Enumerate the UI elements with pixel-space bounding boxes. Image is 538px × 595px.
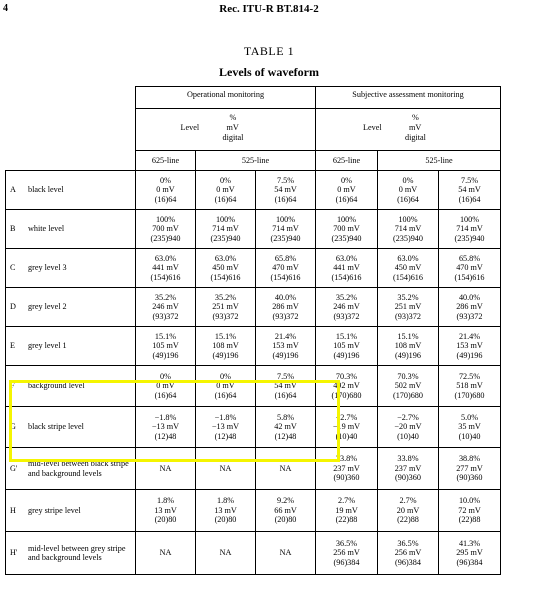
value-cell	[316, 407, 378, 448]
value-cell	[136, 366, 196, 407]
value-cell	[439, 171, 501, 210]
value-line: 700 mV	[333, 224, 360, 234]
value-line: 5.8%	[276, 412, 295, 422]
row-label: black stripe level	[28, 422, 84, 432]
value-line: −19 mV	[332, 422, 361, 432]
value-line: 15.1%	[214, 331, 237, 341]
value-line: 502 mV	[394, 381, 422, 391]
document-header: Rec. ITU-R BT.814-2	[219, 3, 319, 15]
value-line: (154)616	[210, 272, 241, 282]
row-label: mid-level between black stripe and background levels	[28, 459, 129, 478]
row-label-cell	[6, 490, 136, 532]
value-line: 153 mV	[272, 341, 299, 351]
value-line: (93)372	[395, 311, 421, 321]
value-line: (20)80	[214, 515, 237, 525]
value-line: (90)360	[456, 473, 483, 483]
value-line: 246 mV	[152, 302, 179, 312]
row-label: background level	[28, 381, 85, 391]
row-label: grey level 1	[28, 341, 67, 351]
page-number: 4	[3, 3, 8, 14]
group-header-subjective: Subjective assessment monitoring	[316, 87, 501, 109]
value-line: 714 mV	[272, 224, 299, 234]
value-cell	[256, 327, 316, 366]
value-cell	[256, 249, 316, 288]
row-label-cell	[6, 327, 136, 366]
value-line: 5.0%	[460, 412, 479, 422]
value-line: 9.2%	[276, 496, 295, 506]
value-line: (93)372	[152, 311, 179, 321]
value-cell	[196, 249, 256, 288]
table-row	[6, 327, 501, 366]
table-row	[6, 210, 501, 249]
row-label-cell	[6, 249, 136, 288]
value-line: 470 mV	[456, 263, 483, 273]
row-letter: G'	[10, 463, 18, 473]
value-line: 33.8%	[335, 454, 358, 464]
value-cell	[378, 210, 439, 249]
value-line: NA	[159, 463, 172, 473]
value-line: (170)680	[392, 390, 423, 400]
value-cell	[316, 327, 378, 366]
level-unit: Level	[363, 123, 382, 133]
value-line: (10)40	[397, 431, 419, 441]
value-cell	[256, 366, 316, 407]
table-row	[6, 532, 501, 575]
row-letter: G	[10, 422, 16, 432]
value-line: NA	[159, 548, 172, 558]
table-number: TABLE 1	[243, 44, 295, 58]
row-letter: H	[10, 505, 16, 515]
value-line: 251 mV	[394, 302, 422, 312]
value-line: NA	[219, 548, 232, 558]
value-line: 38.8%	[458, 454, 481, 464]
value-line: (235)940	[331, 233, 362, 243]
value-line: (20)80	[154, 515, 177, 525]
value-line: 0%	[341, 175, 352, 185]
percent-unit: %	[229, 113, 237, 123]
value-line: 286 mV	[272, 302, 299, 312]
value-line: (22)88	[335, 515, 358, 525]
value-line: 100%	[275, 214, 296, 224]
value-cell	[196, 407, 256, 448]
value-line: 20 mV	[396, 505, 420, 515]
value-line: (90)360	[333, 473, 360, 483]
value-line: 153 mV	[456, 341, 483, 351]
row-letter: H'	[10, 548, 18, 558]
value-line: (49)196	[212, 350, 239, 360]
value-line: 42 mV	[274, 422, 297, 432]
value-line: (16)64	[274, 194, 297, 204]
value-line: 7.5%	[276, 371, 295, 381]
value-cell	[136, 532, 196, 575]
value-line: 2.7%	[337, 496, 356, 506]
value-line: (10)40	[335, 431, 358, 441]
value-cell	[256, 210, 316, 249]
value-cell	[256, 407, 316, 448]
value-line: 277 mV	[456, 463, 483, 473]
value-cell	[378, 171, 439, 210]
value-line: (16)64	[214, 194, 237, 204]
row-label: mid-level between grey stripe and background levels	[28, 543, 126, 562]
digital-unit: digital	[222, 133, 244, 143]
value-line: 0 mV	[216, 381, 235, 391]
row-label: black level	[28, 185, 64, 195]
value-line: NA	[279, 463, 292, 473]
value-line: −1.8%	[154, 412, 177, 422]
value-line: −2.7%	[335, 412, 358, 422]
value-line: (96)384	[456, 557, 483, 567]
table-row	[6, 366, 501, 407]
value-line: 450 mV	[394, 263, 422, 273]
value-line: 13 mV	[214, 505, 237, 515]
percent-unit: %	[412, 113, 419, 123]
value-cell	[256, 288, 316, 327]
value-line: 0 mV	[216, 185, 235, 195]
value-cell	[136, 288, 196, 327]
value-line: NA	[219, 463, 232, 473]
value-line: 470 mV	[272, 263, 299, 273]
value-cell	[256, 532, 316, 575]
value-cell	[196, 327, 256, 366]
value-line: 518 mV	[456, 381, 483, 391]
row-label: grey stripe level	[28, 505, 81, 515]
value-cell	[256, 490, 316, 532]
row-letter: D	[10, 302, 16, 312]
value-line: (16)64	[274, 390, 297, 400]
sub-header-525-subjective: 525-line	[378, 151, 501, 171]
row-label: white level	[28, 224, 65, 234]
value-line: (16)64	[335, 194, 358, 204]
value-cell	[136, 327, 196, 366]
value-line: −13 mV	[151, 422, 180, 432]
value-line: (49)196	[456, 350, 483, 360]
value-line: (49)196	[333, 350, 360, 360]
value-line: 100%	[459, 214, 480, 224]
table-row	[6, 288, 501, 327]
value-line: (154)616	[150, 272, 181, 282]
value-line: 108 mV	[394, 341, 422, 351]
table-row	[6, 249, 501, 288]
value-line: (235)940	[270, 233, 301, 243]
row-label-cell	[6, 448, 136, 490]
value-line: NA	[279, 548, 292, 558]
row-label-cell	[6, 366, 136, 407]
value-line: (49)196	[272, 350, 299, 360]
value-line: 0 mV	[398, 185, 418, 195]
value-cell	[136, 448, 196, 490]
value-line: (154)616	[270, 272, 301, 282]
value-cell	[196, 490, 256, 532]
level-unit: Level	[180, 123, 200, 133]
value-cell	[196, 210, 256, 249]
value-line: 65.8%	[274, 253, 297, 263]
value-line: 36.5%	[397, 538, 419, 548]
value-line: 10.0%	[458, 496, 481, 506]
value-line: (96)384	[333, 557, 360, 567]
value-line: −13 mV	[211, 422, 240, 432]
value-line: 256 mV	[394, 548, 422, 558]
value-line: (90)360	[395, 473, 421, 483]
row-letter: F	[10, 381, 15, 391]
value-cell	[439, 490, 501, 532]
value-line: 66 mV	[274, 505, 297, 515]
value-line: −1.8%	[214, 412, 237, 422]
units-header-subjective	[316, 109, 501, 151]
value-line: 63.0%	[154, 253, 177, 263]
value-line: 108 mV	[212, 341, 239, 351]
value-line: (22)88	[397, 515, 419, 525]
value-line: (49)196	[395, 350, 421, 360]
value-line: 35.2%	[214, 292, 237, 302]
value-line: 492 mV	[333, 381, 360, 391]
value-line: 54 mV	[458, 185, 481, 195]
value-cell	[439, 448, 501, 490]
value-cell	[439, 288, 501, 327]
value-line: 100%	[155, 214, 176, 224]
value-line: 256 mV	[333, 548, 360, 558]
mv-unit: mV	[226, 123, 239, 133]
value-cell	[439, 249, 501, 288]
value-line: (235)940	[150, 233, 181, 243]
table-row	[6, 490, 501, 532]
value-line: 0%	[160, 175, 171, 185]
value-line: 35.2%	[154, 292, 177, 302]
value-line: 35.2%	[397, 292, 419, 302]
value-line: 286 mV	[456, 302, 483, 312]
value-line: (22)88	[458, 515, 481, 525]
value-line: (12)48	[214, 431, 237, 441]
value-cell	[256, 448, 316, 490]
value-cell	[378, 327, 439, 366]
value-line: 714 mV	[394, 224, 422, 234]
value-cell	[378, 407, 439, 448]
value-line: 105 mV	[333, 341, 360, 351]
value-cell	[439, 210, 501, 249]
value-line: (16)64	[154, 390, 177, 400]
row-label-cell	[6, 210, 136, 249]
row-label: grey level 3	[28, 263, 67, 273]
value-line: (170)680	[454, 390, 485, 400]
value-line: (20)80	[274, 515, 297, 525]
value-line: 15.1%	[154, 331, 177, 341]
value-line: 33.8%	[397, 454, 419, 464]
value-cell	[136, 249, 196, 288]
value-cell	[439, 532, 501, 575]
value-cell	[316, 288, 378, 327]
value-line: 1.8%	[156, 496, 175, 506]
row-label-cell	[6, 532, 136, 575]
value-line: 441 mV	[333, 263, 360, 273]
sub-header-625-subjective: 625-line	[316, 151, 378, 171]
value-cell	[316, 366, 378, 407]
value-line: 21.4%	[274, 331, 297, 341]
value-cell	[378, 366, 439, 407]
value-cell	[136, 407, 196, 448]
value-cell	[196, 448, 256, 490]
value-line: (16)64	[458, 194, 481, 204]
value-line: 54 mV	[274, 381, 297, 391]
value-line: 450 mV	[212, 263, 239, 273]
value-cell	[136, 490, 196, 532]
group-header-operational: Operational monitoring	[136, 87, 316, 109]
table-row	[6, 407, 501, 448]
value-cell	[378, 490, 439, 532]
value-cell	[196, 288, 256, 327]
value-line: 0 mV	[156, 185, 175, 195]
value-cell	[378, 249, 439, 288]
value-line: 100%	[398, 214, 418, 224]
value-line: 295 mV	[456, 548, 483, 558]
value-line: (93)372	[212, 311, 239, 321]
value-line: 41.3%	[458, 538, 481, 548]
value-line: 714 mV	[456, 224, 483, 234]
value-line: 2.7%	[399, 496, 417, 506]
value-line: 72.5%	[458, 371, 481, 381]
value-line: (93)372	[456, 311, 483, 321]
mv-unit: mV	[409, 123, 422, 133]
value-line: 15.1%	[335, 331, 358, 341]
value-cell	[316, 448, 378, 490]
value-line: (154)616	[392, 272, 423, 282]
value-line: (16)64	[214, 390, 237, 400]
value-cell	[196, 532, 256, 575]
value-line: (93)372	[333, 311, 360, 321]
value-line: 0%	[220, 175, 231, 185]
value-line: 65.8%	[458, 253, 481, 263]
value-line: 21.4%	[458, 331, 481, 341]
value-line: (235)940	[392, 233, 423, 243]
value-line: (12)48	[154, 431, 177, 441]
value-line: 40.0%	[274, 292, 297, 302]
row-letter: A	[10, 185, 16, 195]
value-line: 714 mV	[212, 224, 239, 234]
sub-header-625-operational: 625-line	[136, 151, 196, 171]
table-title: Levels of waveform	[219, 65, 319, 79]
row-label-cell	[6, 171, 136, 210]
row-label-cell	[6, 407, 136, 448]
row-letter: B	[10, 224, 16, 234]
value-line: 237 mV	[394, 463, 422, 473]
value-line: 63.0%	[214, 253, 237, 263]
value-cell	[316, 210, 378, 249]
value-cell	[316, 532, 378, 575]
corner-blank	[6, 87, 136, 171]
value-line: (235)940	[210, 233, 241, 243]
value-line: 0%	[160, 371, 171, 381]
value-line: (235)940	[454, 233, 485, 243]
value-cell	[256, 171, 316, 210]
value-cell	[439, 407, 501, 448]
value-line: (154)616	[331, 272, 362, 282]
value-line: 441 mV	[152, 263, 179, 273]
value-line: −2.7%	[397, 412, 419, 422]
value-cell	[378, 532, 439, 575]
value-line: 7.5%	[460, 175, 479, 185]
value-line: 0 mV	[156, 381, 175, 391]
value-cell	[378, 288, 439, 327]
value-line: 0 mV	[337, 185, 356, 195]
value-line: 35 mV	[458, 422, 481, 432]
value-line: (12)48	[274, 431, 297, 441]
value-line: (170)680	[331, 390, 362, 400]
value-line: 13 mV	[154, 505, 177, 515]
value-line: 100%	[215, 214, 236, 224]
value-line: 7.5%	[276, 175, 295, 185]
value-line: (93)372	[272, 311, 299, 321]
value-cell	[378, 448, 439, 490]
value-cell	[136, 210, 196, 249]
row-label-cell	[6, 288, 136, 327]
value-line: 15.1%	[397, 331, 419, 341]
row-letter: E	[10, 341, 16, 351]
table-row	[6, 171, 501, 210]
levels-table	[5, 86, 501, 575]
value-line: 237 mV	[333, 463, 360, 473]
value-line: 0%	[402, 175, 414, 185]
value-line: 63.0%	[335, 253, 358, 263]
value-line: 246 mV	[333, 302, 360, 312]
value-line: (154)616	[454, 272, 485, 282]
value-line: 251 mV	[212, 302, 239, 312]
value-cell	[439, 327, 501, 366]
value-line: 36.5%	[335, 538, 358, 548]
value-line: (49)196	[152, 350, 179, 360]
value-line: (16)64	[154, 194, 177, 204]
value-line: 100%	[336, 214, 357, 224]
value-line: (10)40	[458, 431, 481, 441]
row-label: grey level 2	[28, 302, 67, 312]
value-line: (96)384	[395, 557, 421, 567]
value-cell	[136, 171, 196, 210]
value-line: 700 mV	[152, 224, 179, 234]
value-cell	[316, 171, 378, 210]
value-line: 63.0%	[397, 253, 419, 263]
value-cell	[316, 490, 378, 532]
units-header-operational	[136, 109, 316, 151]
value-cell	[196, 171, 256, 210]
value-line: 70.3%	[397, 371, 419, 381]
value-cell	[196, 366, 256, 407]
value-line: 72 mV	[458, 505, 481, 515]
value-line: −20 mV	[394, 422, 422, 432]
value-cell	[316, 249, 378, 288]
value-line: 70.3%	[335, 371, 358, 381]
value-line: 0%	[220, 371, 231, 381]
value-line: 54 mV	[274, 185, 297, 195]
value-line: 19 mV	[335, 505, 358, 515]
value-line: 35.2%	[335, 292, 358, 302]
sub-header-525-operational: 525-line	[196, 151, 316, 171]
row-letter: C	[10, 263, 16, 273]
table-row	[6, 448, 501, 490]
value-line: (16)64	[397, 194, 419, 204]
digital-unit: digital	[405, 133, 426, 143]
value-line: 105 mV	[152, 341, 179, 351]
value-line: 40.0%	[458, 292, 481, 302]
value-line: 1.8%	[216, 496, 235, 506]
value-cell	[439, 366, 501, 407]
